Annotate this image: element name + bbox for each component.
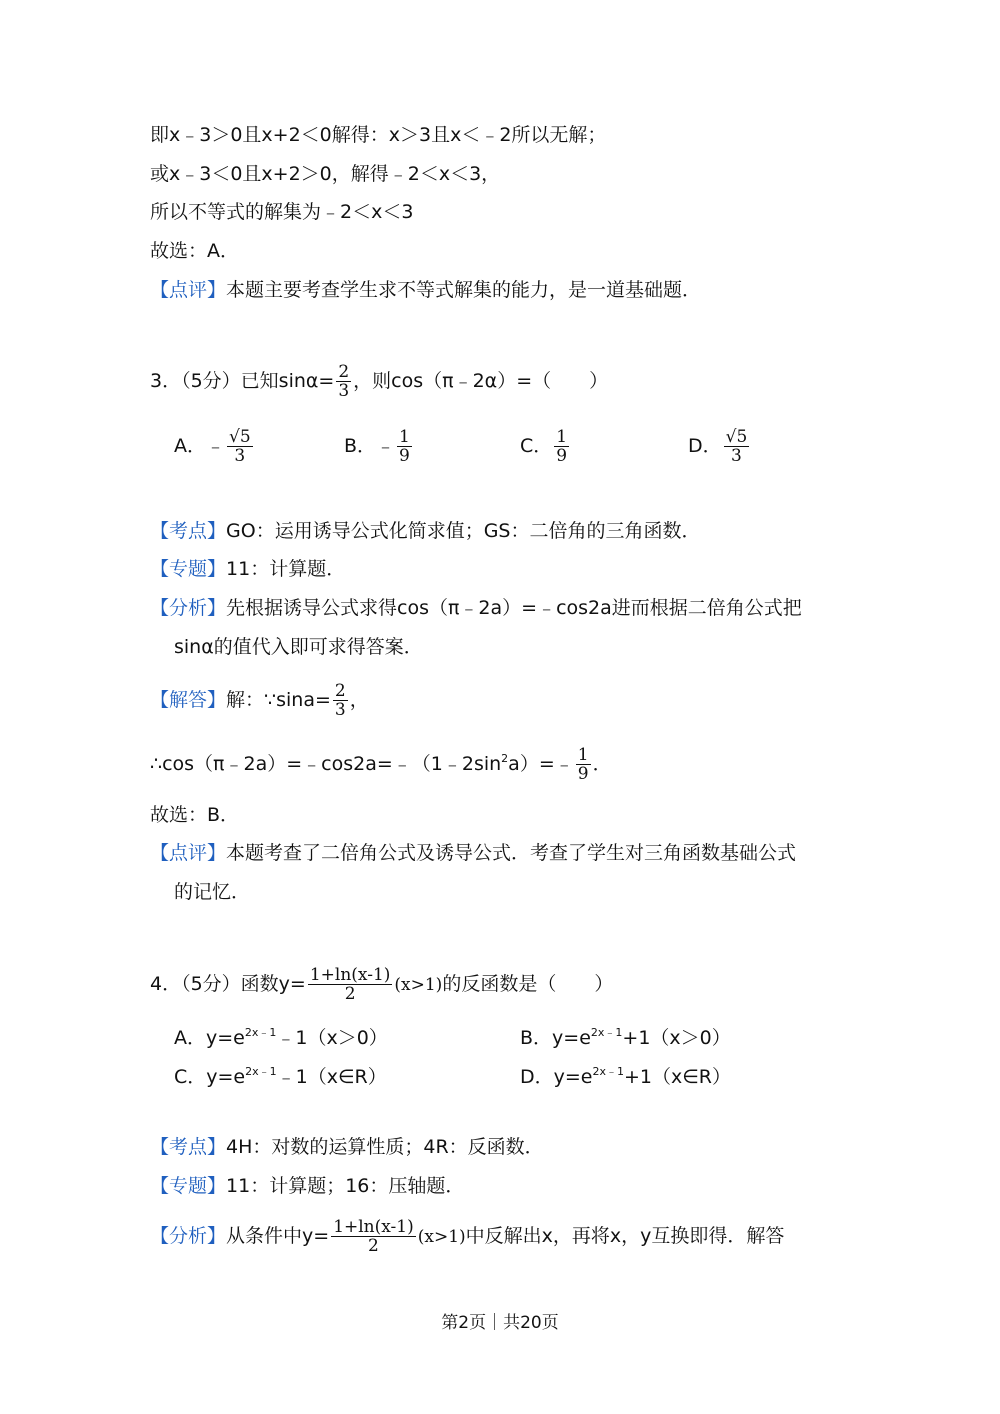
review-line	[150, 277, 701, 303]
q3-option-d	[688, 428, 751, 465]
denominator: 9	[399, 446, 410, 466]
numerator: 1	[556, 427, 568, 447]
denominator: 3	[731, 446, 742, 466]
q3-answer: 故选：B．	[150, 804, 240, 826]
option-post: ﹣1（x＞0）	[276, 1027, 388, 1049]
numerator: 2	[334, 681, 346, 701]
fenxi-cond: (x>1)	[417, 1227, 466, 1247]
option-sup: 2x﹣1	[590, 1026, 623, 1039]
review-tag: 【点评】	[150, 279, 227, 301]
zhuanti-tag: 【专题】	[150, 1175, 227, 1197]
q3-jieda	[150, 682, 369, 719]
option-post: ﹣1（x∈R）	[276, 1066, 387, 1088]
numerator: 1	[399, 427, 410, 447]
option-label: A．﹣	[174, 435, 225, 457]
denominator: 9	[577, 764, 589, 784]
zhuanti-text: 11：计算题．	[226, 558, 346, 580]
solution-line-2: 或x﹣3＜0且x+2＞0，解得﹣2＜x＜3，	[150, 163, 501, 185]
calc-mid: a）=﹣	[508, 753, 574, 775]
q3-stem-fraction	[336, 363, 351, 400]
fenxi-post: 中反解出x，再将x，y互换即得．解答	[465, 1225, 785, 1247]
kaodian-tag: 【考点】	[150, 1136, 227, 1158]
numerator: √5	[725, 427, 748, 447]
option-pre: A．y=e	[174, 1027, 245, 1049]
pingping-tag: 【点评】	[150, 842, 227, 864]
solution-line-1: 即x﹣3＞0且x+2＜0解得：x＞3且x＜﹣2所以无解；	[150, 124, 607, 146]
page-footer: 第2页｜共20页	[441, 1313, 559, 1333]
q4-option-c	[174, 1059, 387, 1090]
calc-post: ．	[592, 753, 612, 775]
numerator: √5	[229, 427, 251, 447]
zhuanti-text: 11：计算题；16：压轴题．	[226, 1175, 465, 1197]
option-sup: 2x﹣1	[245, 1065, 277, 1078]
option-label: D．	[688, 435, 722, 457]
q3-fenxi	[150, 595, 802, 621]
q4-option-a	[174, 1020, 388, 1051]
q4-stem-post: 的反函数是（ ）	[442, 973, 614, 995]
q3-stem-post: ，则cos（π﹣2α）=（ ）	[353, 370, 609, 392]
q4-stem-fraction	[308, 966, 393, 1003]
q3-option-a	[174, 428, 255, 465]
kaodian-text: GO：运用诱导公式化简求值；GS：二倍角的三角函数．	[226, 520, 701, 542]
option-sup: 2x﹣1	[592, 1065, 624, 1078]
numerator: 1+ln(x-1)	[309, 965, 391, 985]
numerator: 1	[577, 745, 589, 765]
q3-option-b	[344, 428, 414, 465]
q3-calc	[150, 746, 612, 783]
fenxi-tag: 【分析】	[150, 597, 227, 619]
q4-stem-cond: (x>1)	[394, 975, 443, 995]
denominator: 2	[344, 984, 356, 1004]
q3-pingping	[150, 840, 796, 866]
solution-line-3: 所以不等式的解集为﹣2＜x＜3	[150, 201, 414, 223]
q3-fenxi-cont: sinα的值代入即可求得答案．	[174, 636, 423, 658]
review-text: 本题主要考查学生求不等式解集的能力，是一道基础题．	[226, 279, 702, 301]
q4-option-b	[520, 1020, 731, 1051]
q3-zhuanti	[150, 556, 345, 582]
q4-zhuanti	[150, 1173, 464, 1199]
fenxi-text: 先根据诱导公式求得cos（π﹣2a）=﹣cos2a进而根据二倍角公式把	[226, 597, 802, 619]
fenxi-fraction	[331, 1218, 416, 1255]
q3-stem	[150, 363, 608, 400]
denominator: 3	[334, 700, 346, 720]
q3-stem-pre: 3．（5分）已知sinα=	[150, 370, 335, 392]
option-fraction	[724, 428, 750, 465]
zhuanti-tag: 【专题】	[150, 558, 227, 580]
jieda-fraction	[333, 682, 348, 719]
option-fraction	[227, 428, 253, 465]
calc-sup: 2	[501, 752, 509, 765]
option-fraction	[397, 428, 412, 465]
jieda-post: ，	[349, 689, 369, 711]
calc-fraction	[576, 746, 591, 783]
q3-kaodian	[150, 518, 700, 544]
jieda-tag: 【解答】	[150, 689, 227, 711]
q4-fenxi	[150, 1218, 784, 1255]
option-label: B．﹣	[344, 435, 396, 457]
q3-option-c	[520, 428, 571, 465]
fenxi-tag: 【分析】	[150, 1225, 227, 1247]
option-pre: B．y=e	[520, 1027, 591, 1049]
option-post: +1（x∈R）	[624, 1066, 732, 1088]
option-sup: 2x﹣1	[244, 1026, 277, 1039]
option-pre: C．y=e	[174, 1066, 246, 1088]
q4-option-d	[520, 1059, 731, 1090]
q4-kaodian	[150, 1134, 544, 1160]
numerator: 1+ln(x-1)	[333, 1217, 414, 1237]
option-post: +1（x＞0）	[622, 1027, 731, 1049]
kaodian-tag: 【考点】	[150, 520, 227, 542]
jieda-pre: 解：∵sina=	[226, 689, 331, 711]
option-pre: D．y=e	[520, 1066, 593, 1088]
denominator: 3	[338, 381, 350, 401]
option-label: C．	[520, 435, 553, 457]
q4-stem	[150, 966, 613, 1003]
calc-pre: ∴cos（π﹣2a）=﹣cos2a=﹣（1﹣2sin	[150, 753, 502, 775]
numerator: 2	[338, 362, 350, 382]
pingping-text: 本题考查了二倍角公式及诱导公式．考查了学生对三角函数基础公式	[226, 842, 797, 864]
q3-pingping-cont: 的记忆．	[174, 881, 251, 903]
denominator: 9	[556, 446, 568, 466]
q4-stem-pre: 4．（5分）函数y=	[150, 973, 306, 995]
kaodian-text: 4H：对数的运算性质；4R：反函数．	[226, 1136, 544, 1158]
fenxi-pre: 从条件中y=	[226, 1225, 330, 1247]
option-fraction	[554, 428, 569, 465]
answer-line: 故选：A．	[150, 240, 239, 262]
denominator: 2	[368, 1236, 379, 1256]
denominator: 3	[234, 446, 246, 466]
